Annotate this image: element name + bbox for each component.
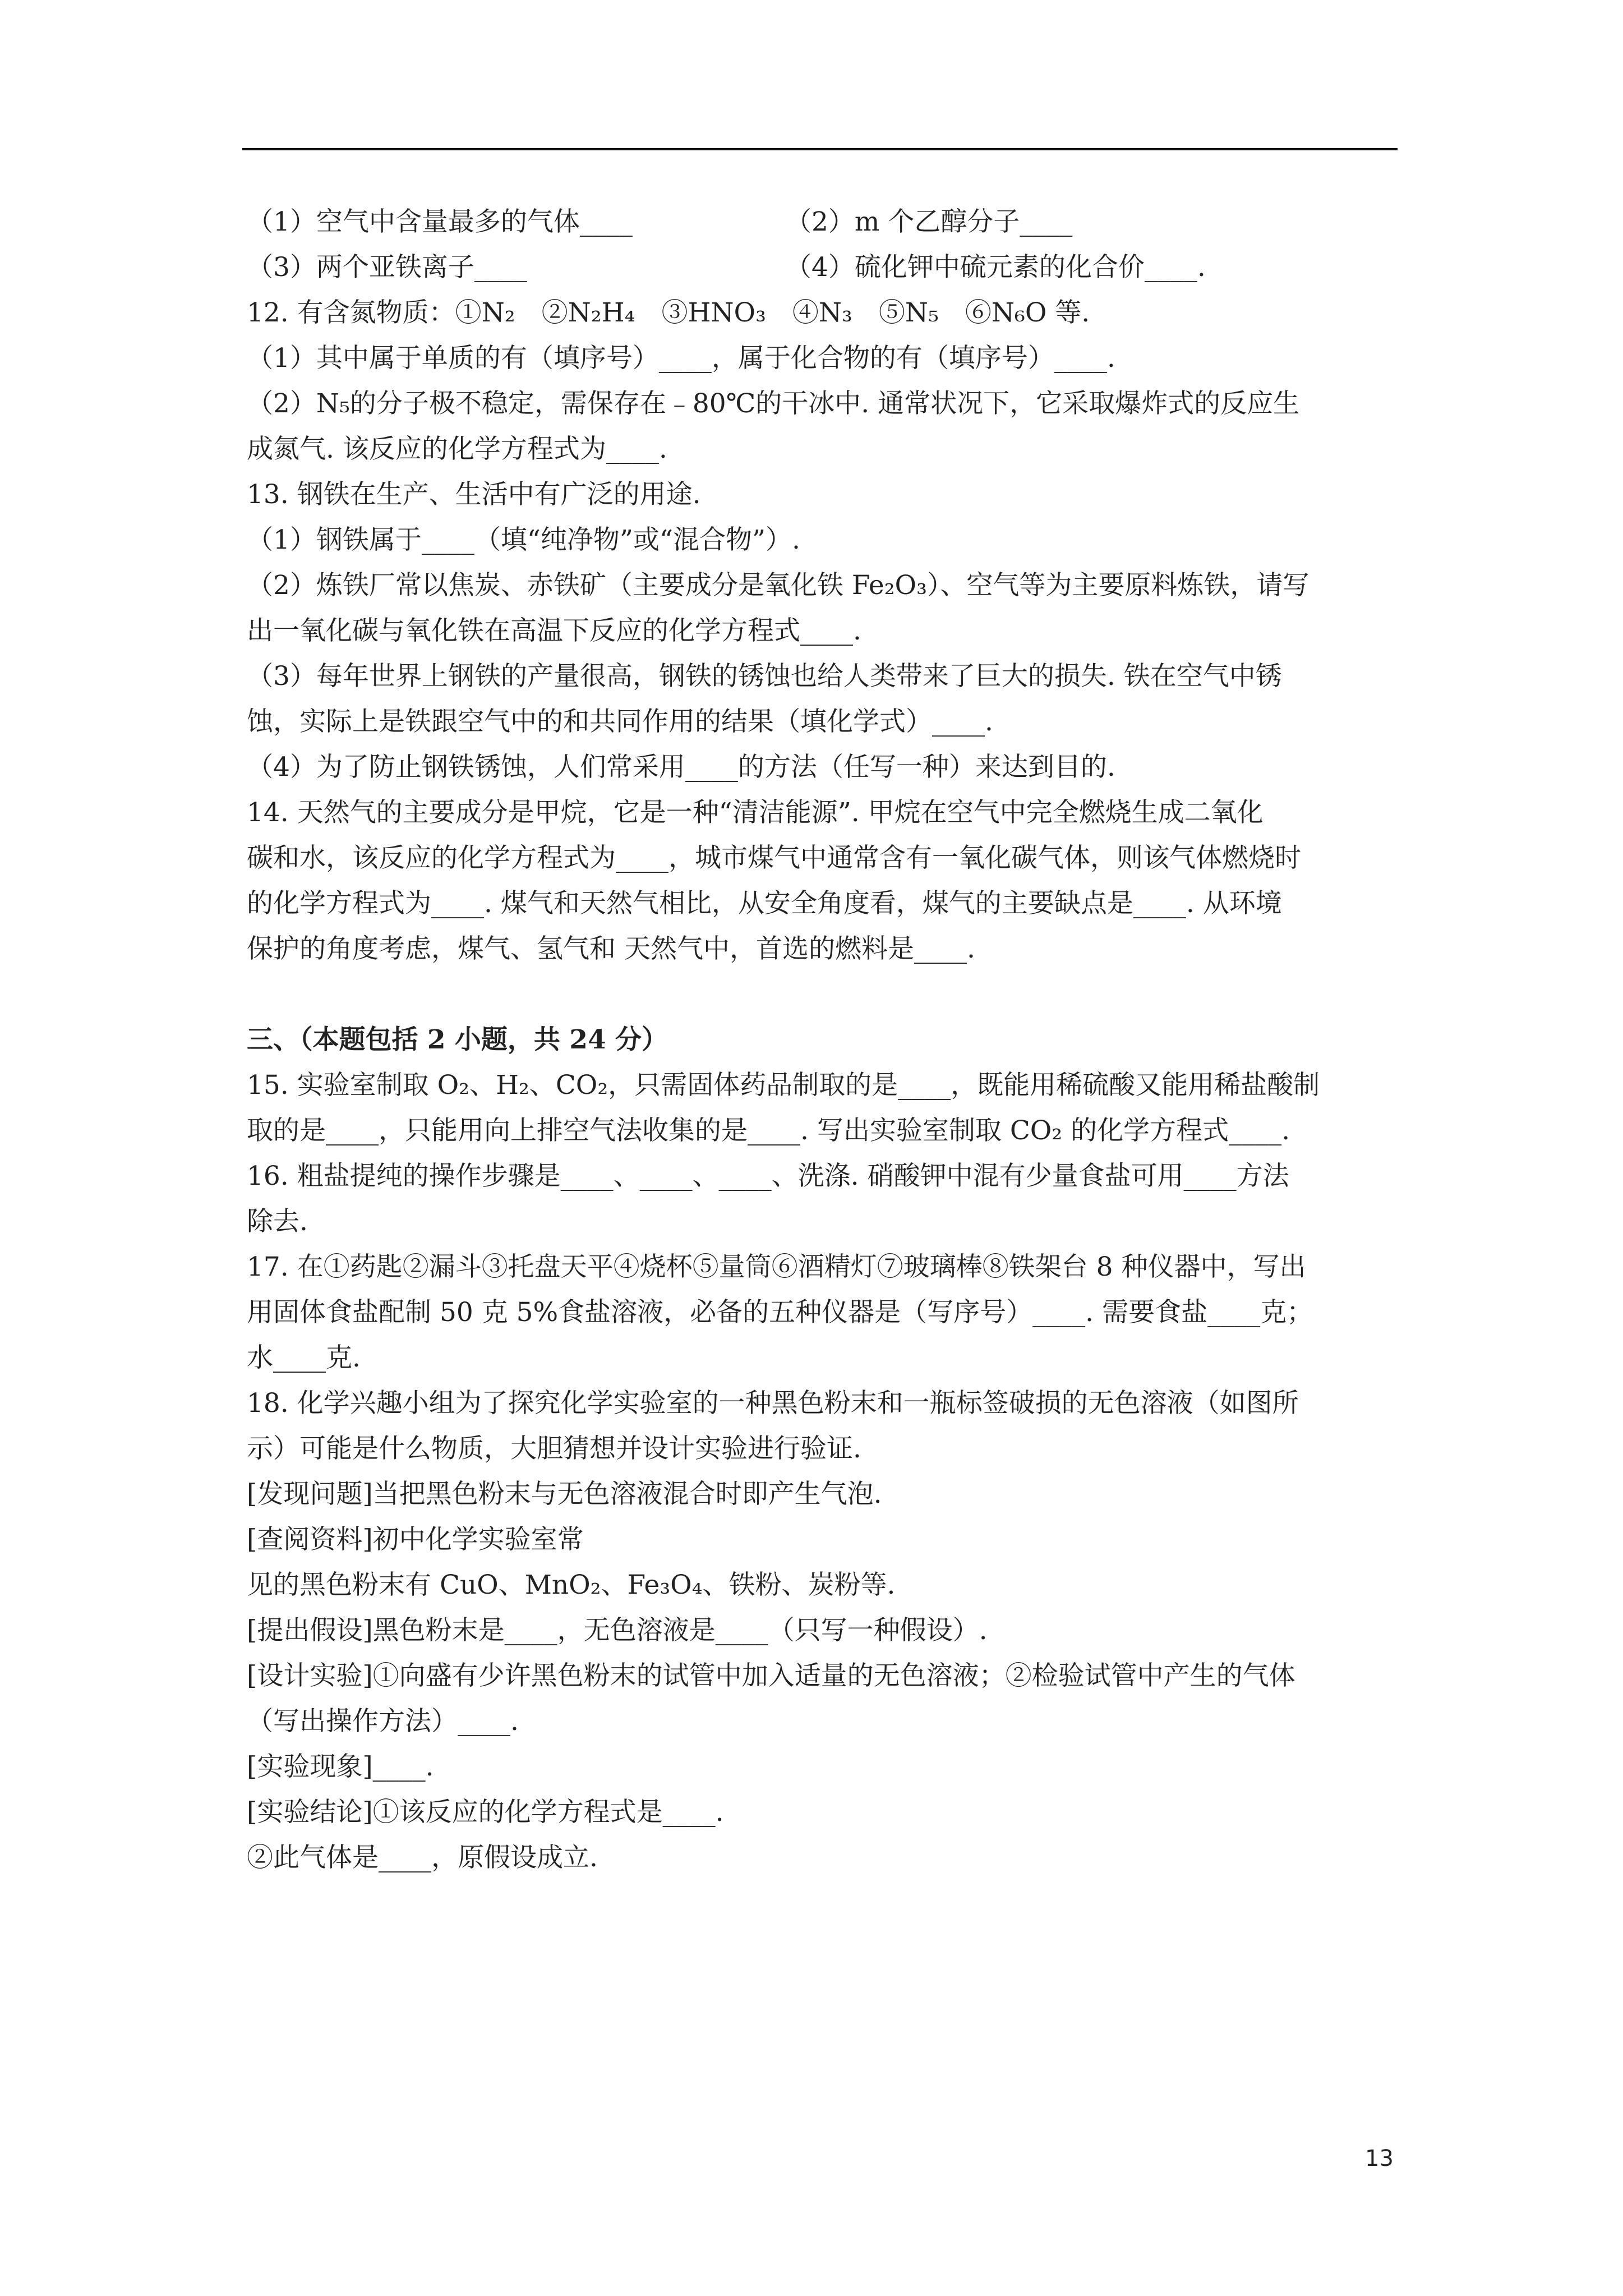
question-line: 的化学方程式为____. 煤气和天然气相比，从安全角度看，煤气的主要缺点是____. 从环境 bbox=[247, 888, 1282, 919]
question-line: 水____克. bbox=[247, 1342, 361, 1373]
question-line: 15. 实验室制取 O₂、H₂、CO₂，只需固体药品制取的是____，既能用稀硫酸又能用稀盐酸制 bbox=[247, 1070, 1320, 1101]
sub-item-row bbox=[247, 245, 1396, 290]
question-line: 14. 天然气的主要成分是甲烷，它是一种“清洁能源”. 甲烷在空气中完全燃烧生成二氧化 bbox=[247, 797, 1264, 828]
question-line: [提出假设]黑色粉末是____，无色溶液是____（只写一种假设）. bbox=[247, 1615, 988, 1646]
sub-item: （2）m 个乙醇分子____ bbox=[785, 206, 1073, 237]
question-line: （2）炼铁厂常以焦炭、赤铁矿（主要成分是氧化铁 Fe₂O₃）、空气等为主要原料炼铁，请写 bbox=[247, 570, 1310, 601]
question-line: [实验结论]①该反应的化学方程式是____. bbox=[247, 1797, 724, 1828]
question-line: 碳和水，该反应的化学方程式为____，城市煤气中通常含有一氧化碳气体，则该气体燃烧时 bbox=[247, 843, 1301, 873]
question-line: （3）每年世界上钢铁的产量很高，钢铁的锈蚀也给人类带来了巨大的损失. 铁在空气中锈 bbox=[247, 661, 1282, 692]
question-line: 16. 粗盐提纯的操作步骤是____、____、____、洗涤. 硝酸钾中混有少量食盐可用____方法 bbox=[247, 1161, 1289, 1191]
section-gap bbox=[247, 972, 1396, 1017]
question-line: 示）可能是什么物质，大胆猜想并设计实验进行验证. bbox=[247, 1433, 861, 1464]
question-line: 13. 钢铁在生产、生活中有广泛的用途. bbox=[247, 479, 701, 510]
sub-item: （1）空气中含量最多的气体____ bbox=[247, 206, 633, 237]
sub-item-row bbox=[247, 199, 1396, 245]
question-line: 18. 化学兴趣小组为了探究化学实验室的一种黑色粉末和一瓶标签破损的无色溶液（如图所 bbox=[247, 1388, 1299, 1419]
question-line: 保护的角度考虑，煤气、氢气和 天然气中，首选的燃料是____. bbox=[247, 933, 975, 964]
question-line: [实验现象]____. bbox=[247, 1751, 434, 1782]
page-body bbox=[247, 199, 1396, 1880]
question-line: 12. 有含氮物质：①N₂ ②N₂H₄ ③HNO₃ ④N₃ ⑤N₅ ⑥N₆O 等. bbox=[247, 297, 1090, 328]
question-line: 用固体食盐配制 50 克 5%食盐溶液，必备的五种仪器是（写序号）____. 需要食盐____克； bbox=[247, 1297, 1313, 1328]
question-line: ②此气体是____，原假设成立. bbox=[247, 1842, 598, 1873]
question-line: 取的是____，只能用向上排空气法收集的是____. 写出实验室制取 CO₂ 的化学方程式____. bbox=[247, 1115, 1290, 1146]
question-line: （4）为了防止钢铁锈蚀，人们常采用____的方法（任写一种）来达到目的. bbox=[247, 752, 1115, 783]
sub-item: （4）硫化钾中硫元素的化合价____. bbox=[785, 252, 1206, 283]
header-rule bbox=[242, 148, 1398, 150]
question-line: [发现问题]当把黑色粉末与无色溶液混合时即产生气泡. bbox=[247, 1479, 882, 1510]
question-line: [查阅资料]初中化学实验室常 bbox=[247, 1524, 584, 1555]
question-line: （2）N₅的分子极不稳定，需保存在﹣80℃的干冰中. 通常状况下，它采取爆炸式的反应生 bbox=[247, 388, 1300, 419]
question-line: （写出操作方法）____. bbox=[247, 1706, 519, 1737]
question-line: 成氮气. 该反应的化学方程式为____. bbox=[247, 434, 667, 464]
question-line: 出一氧化碳与氧化铁在高温下反应的化学方程式____. bbox=[247, 615, 861, 646]
question-line: [设计实验]①向盛有少许黑色粉末的试管中加入适量的无色溶液；②检验试管中产生的气体 bbox=[247, 1660, 1295, 1691]
question-line: 蚀，实际上是铁跟空气中的和共同作用的结果（填化学式）____. bbox=[247, 706, 993, 737]
question-line: 17. 在①药匙②漏斗③托盘天平④烧杯⑤量筒⑥酒精灯⑦玻璃棒⑧铁架台 8 种仪器中，写出 bbox=[247, 1251, 1306, 1282]
page-number: 13 bbox=[1365, 2146, 1394, 2171]
section-heading: 三、（本题包括 2 小题，共 24 分） bbox=[247, 1024, 668, 1055]
question-line: 除去. bbox=[247, 1206, 308, 1237]
question-line: 见的黑色粉末有 CuO、MnO₂、Fe₃O₄、铁粉、炭粉等. bbox=[247, 1570, 896, 1600]
question-line: （1）钢铁属于____（填“纯净物”或“混合物”）. bbox=[247, 524, 800, 555]
sub-item: （3）两个亚铁离子____ bbox=[247, 252, 527, 283]
question-line: （1）其中属于单质的有（填序号）____，属于化合物的有（填序号）____. bbox=[247, 343, 1115, 374]
